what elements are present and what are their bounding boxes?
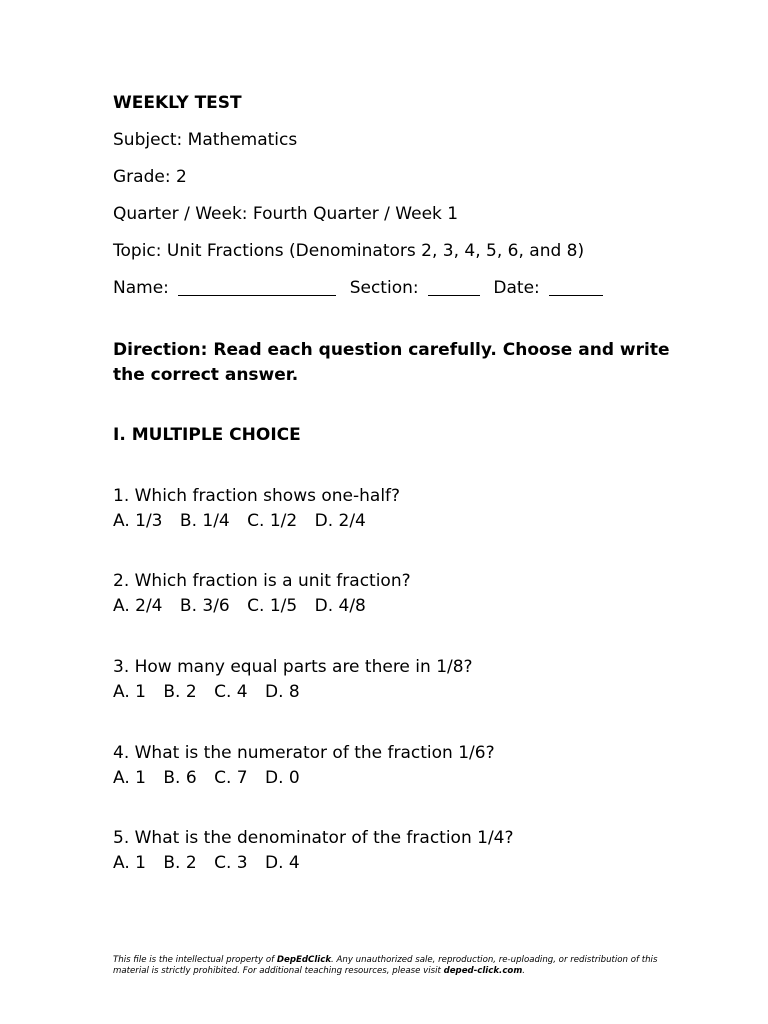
choice-b: B. 2 — [163, 682, 197, 702]
section-label: Section: — [349, 278, 419, 298]
choice-d: D. 4 — [264, 853, 300, 873]
choice-c: C. 3 — [214, 853, 248, 873]
choice-a: A. 1/3 — [113, 511, 163, 531]
direction-text: Direction: Read each question carefully. Choose and write the correct answer. — [113, 340, 670, 385]
choice-b: B. 6 — [163, 768, 197, 788]
question-item — [113, 826, 514, 876]
website-link[interactable]: deped-click.com — [443, 965, 523, 976]
choice-c: C. 1/2 — [247, 511, 298, 531]
name-label: Name: — [113, 278, 169, 298]
section-blank — [428, 277, 480, 296]
quarter-week-line: Quarter / Week: Fourth Quarter / Week 1 — [113, 204, 459, 224]
copyright-notice — [113, 955, 663, 976]
question-text: 5. What is the denominator of the fraction 1/4? — [113, 828, 514, 848]
choice-d: D. 4/8 — [314, 596, 366, 616]
date-blank — [549, 277, 603, 296]
choice-a: A. 1 — [113, 853, 146, 873]
notice-text: This file is the intellectual property of — [113, 955, 277, 965]
choice-a: A. 1 — [113, 682, 146, 702]
question-text: 4. What is the numerator of the fraction 1/6? — [113, 743, 495, 763]
question-item — [113, 741, 495, 791]
choice-c: C. 1/5 — [247, 596, 298, 616]
question-item — [113, 484, 400, 534]
question-item — [113, 569, 411, 619]
choice-c: C. 4 — [214, 682, 248, 702]
section-title: I. MULTIPLE CHOICE — [113, 425, 301, 445]
choice-b: B. 2 — [163, 853, 197, 873]
choice-row — [113, 509, 400, 534]
choice-row — [113, 851, 514, 876]
choice-row — [113, 766, 495, 791]
name-blank — [178, 277, 336, 296]
question-item — [113, 655, 473, 705]
student-info-row — [113, 277, 603, 299]
choice-b: B. 3/6 — [179, 596, 230, 616]
subject-line: Subject: Mathematics — [113, 130, 298, 150]
question-text: 3. How many equal parts are there in 1/8? — [113, 657, 473, 677]
topic-line: Topic: Unit Fractions (Denominators 2, 3, 4, 5, 6, and 8) — [113, 241, 585, 261]
grade-line: Grade: 2 — [113, 167, 187, 187]
notice-text: . Any unauthorized sale, reproduction, re-uploading, or redistribution of this material is strictly prohibited. For additional teaching resources, please visit — [113, 955, 658, 976]
choice-a: A. 2/4 — [113, 596, 163, 616]
question-text: 2. Which fraction is a unit fraction? — [113, 571, 411, 591]
question-text: 1. Which fraction shows one-half? — [113, 486, 401, 506]
choice-c: C. 7 — [214, 768, 248, 788]
brand-name: DepEdClick — [276, 955, 332, 965]
choice-d: D. 8 — [264, 682, 300, 702]
choice-b: B. 1/4 — [179, 511, 230, 531]
date-label: Date: — [493, 278, 540, 298]
notice-text: . — [522, 965, 526, 976]
choice-d: D. 0 — [264, 768, 300, 788]
choice-row — [113, 680, 473, 705]
choice-d: D. 2/4 — [314, 511, 366, 531]
choice-row — [113, 594, 411, 619]
test-title: WEEKLY TEST — [113, 93, 242, 113]
choice-a: A. 1 — [113, 768, 146, 788]
